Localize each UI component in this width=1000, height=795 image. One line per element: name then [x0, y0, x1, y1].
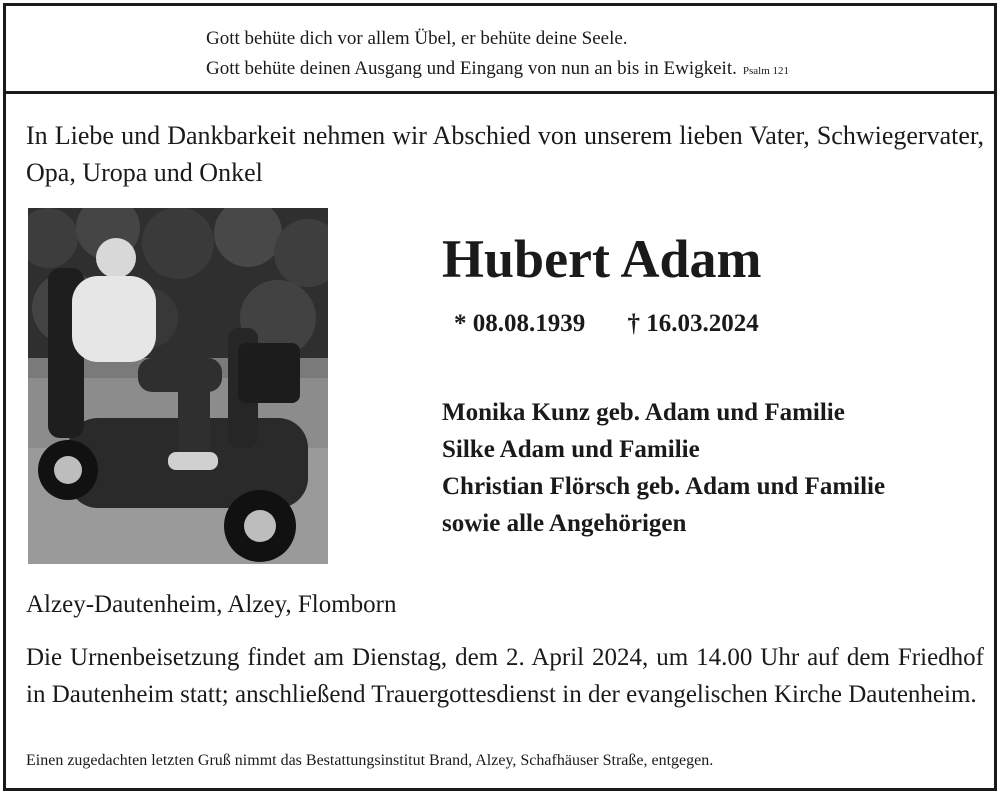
mourner-line: Silke Adam und Familie: [442, 436, 700, 463]
death-date: † 16.03.2024: [627, 310, 759, 337]
mourner-line: Monika Kunz geb. Adam und Familie: [442, 399, 845, 426]
intro-text: In Liebe und Dankbarkeit nehmen wir Abschied von unserem lieben Vater, Schwiegervater, Opa, Uropa und Onkel: [26, 121, 984, 187]
psalm-quote: [206, 24, 789, 86]
psalm-line-1: Gott behüte dich vor allem Übel, er behüte deine Seele.: [206, 28, 628, 49]
places-line: Alzey-Dautenheim, Alzey, Flomborn: [26, 591, 397, 618]
ceremony-notice: Die Urnenbeisetzung findet am Dienstag, dem 2. April 2024, um 14.00 Uhr auf dem Friedhof in Dautenheim statt; anschließend Trauergottesdienst in der evangelischen Kirche Dautenheim.: [26, 644, 984, 708]
birth-date: * 08.08.1939: [454, 310, 586, 337]
divider-line: [6, 91, 994, 94]
mourner-line: Christian Flörsch geb. Adam und Familie: [442, 473, 886, 500]
psalm-line-2-text: Gott behüte deinen Ausgang und Eingang von nun an bis in Ewigkeit.: [206, 58, 737, 79]
mourners-list: [442, 394, 885, 542]
psalm-reference: Psalm 121: [742, 65, 790, 77]
obituary-frame: [3, 3, 997, 791]
life-dates: [454, 310, 759, 338]
portrait-photo-illustration: [28, 208, 328, 564]
portrait-photo: [28, 208, 328, 564]
deceased-name: Hubert Adam: [442, 229, 762, 289]
funeral-home-note: Einen zugedachten letzten Gruß nimmt das Bestattungsinstitut Brand, Alzey, Schafhäuser Straße, entgegen.: [26, 752, 714, 769]
mourner-line: sowie alle Angehörigen: [442, 510, 687, 537]
psalm-line-2: [206, 54, 789, 86]
